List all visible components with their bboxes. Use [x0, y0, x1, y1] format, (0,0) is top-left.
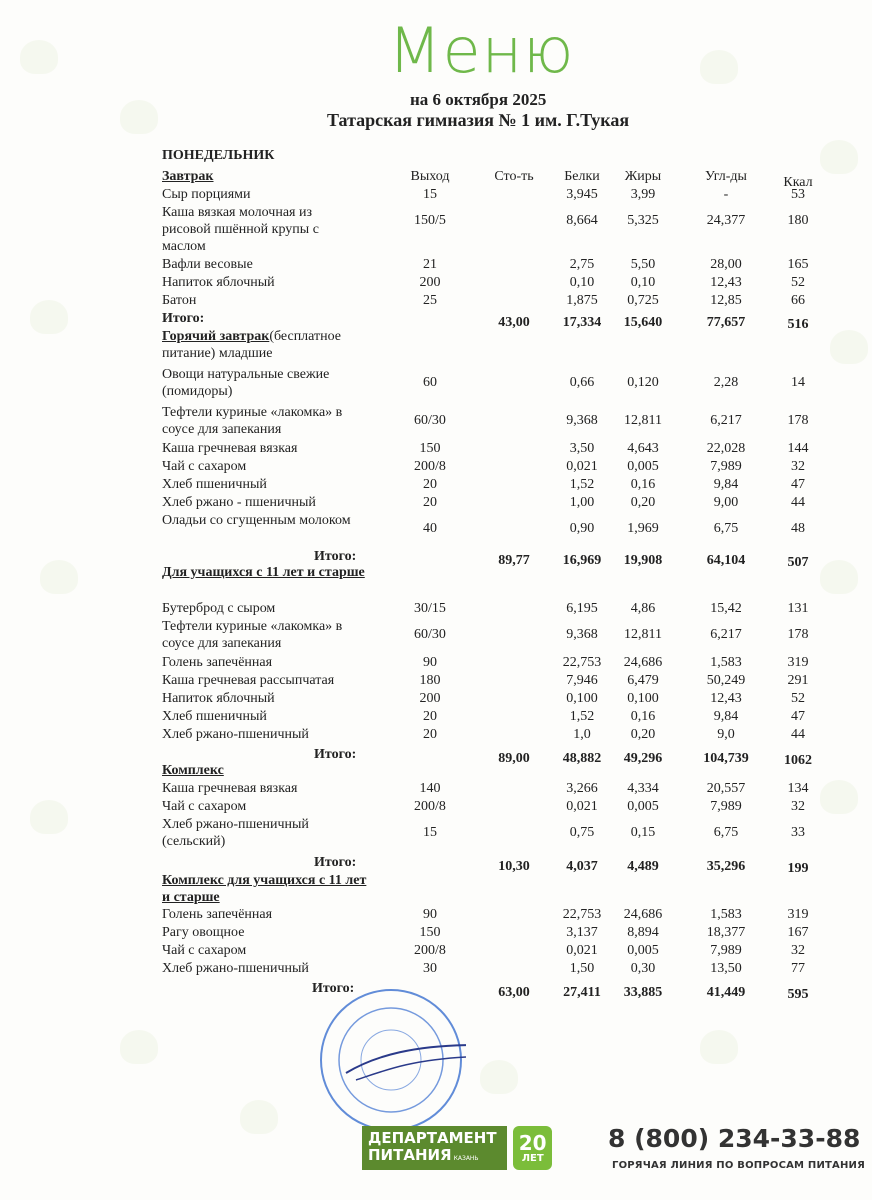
dish-fat: 4,86 — [630, 601, 656, 616]
dish-fat: 0,20 — [630, 727, 656, 742]
dish-yield: 30/15 — [414, 601, 446, 616]
total-label: Итого: — [314, 855, 357, 870]
dish-kcal: 44 — [791, 495, 805, 510]
logo-city: КАЗАНЬ — [453, 1155, 479, 1162]
total-protein: 16,969 — [562, 553, 602, 568]
dish-yield: 90 — [423, 907, 437, 922]
dish-kcal: 47 — [791, 709, 805, 724]
dish-carbs: 12,43 — [710, 275, 742, 290]
dish-protein: 7,946 — [566, 673, 598, 688]
dish-carbs: 13,50 — [710, 961, 742, 976]
dish-name: Хлеб ржано-пшеничный — [162, 727, 309, 742]
dish-protein: 8,664 — [566, 213, 598, 228]
dish-fat: 5,325 — [627, 213, 659, 228]
total-cost: 63,00 — [498, 985, 530, 1000]
dish-fat: 1,969 — [627, 521, 659, 536]
total-carbs: 77,657 — [706, 315, 746, 330]
dish-fat: 0,005 — [627, 459, 659, 474]
dish-kcal: 32 — [791, 459, 805, 474]
dish-carbs: 9,84 — [713, 477, 739, 492]
hotline-phone: 8 (800) 234-33-88 — [608, 1124, 861, 1153]
dish-fat: 12,811 — [624, 627, 662, 642]
dish-yield: 200 — [419, 275, 441, 290]
dish-yield: 20 — [423, 727, 437, 742]
dish-name: Чай с сахаром — [162, 799, 247, 814]
logo-line-2: ПИТАНИЯ — [368, 1146, 452, 1164]
dish-protein: 3,50 — [569, 441, 595, 456]
dish-protein: 9,368 — [566, 413, 598, 428]
total-carbs: 64,104 — [706, 553, 746, 568]
total-kcal: 1062 — [784, 753, 812, 768]
dish-fat: 24,686 — [623, 655, 663, 670]
dish-fat: 0,20 — [630, 495, 656, 510]
dish-carbs: 6,217 — [710, 413, 742, 428]
dish-protein: 0,021 — [566, 943, 598, 958]
dish-yield: 90 — [423, 655, 437, 670]
dish-yield: 60/30 — [414, 627, 446, 642]
dish-name: Каша гречневая рассыпчатая — [162, 673, 335, 688]
total-carbs: 41,449 — [706, 985, 746, 1000]
dish-kcal: 47 — [791, 477, 805, 492]
dish-name: Каша гречневая вязкая — [162, 781, 298, 796]
dish-yield: 60/30 — [414, 413, 446, 428]
total-protein: 48,882 — [562, 751, 602, 766]
dish-carbs: 6,75 — [713, 825, 739, 840]
department-logo — [362, 1126, 552, 1170]
dish-protein: 3,945 — [566, 187, 598, 202]
total-protein: 17,334 — [562, 315, 602, 330]
dish-kcal: 44 — [791, 727, 805, 742]
dish-yield: 21 — [423, 257, 437, 272]
total-carbs: 104,739 — [703, 751, 749, 766]
total-fat: 15,640 — [623, 315, 663, 330]
dish-yield: 20 — [423, 477, 437, 492]
dish-kcal: 180 — [787, 213, 809, 228]
dish-name: Голень запечённая — [162, 655, 273, 670]
dish-protein: 0,90 — [569, 521, 595, 536]
dish-fat: 0,005 — [627, 799, 659, 814]
dish-carbs: 7,989 — [710, 459, 742, 474]
total-cost: 43,00 — [498, 315, 530, 330]
dish-kcal: 52 — [791, 275, 805, 290]
anniversary-label: ЛЕТ — [521, 1152, 544, 1164]
dish-name: Сыр порциями — [162, 187, 251, 202]
column-carbs: Угл-ды — [705, 169, 747, 184]
column-protein: Белки — [564, 169, 600, 184]
dish-name: Чай с сахаром — [162, 943, 247, 958]
dish-yield: 150 — [419, 441, 441, 456]
dish-kcal: 48 — [791, 521, 805, 536]
total-cost: 89,00 — [498, 751, 530, 766]
dish-name: Овощи натуральные свежие (помидоры) — [162, 367, 330, 399]
dish-kcal: 14 — [791, 375, 805, 390]
dish-kcal: 53 — [791, 187, 805, 202]
dish-name: Рагу овощное — [162, 925, 245, 940]
dish-carbs: 12,43 — [710, 691, 742, 706]
dish-carbs: 9,84 — [713, 709, 739, 724]
section-title-complex_older — [162, 872, 372, 906]
dish-protein: 22,753 — [562, 655, 602, 670]
day-label: ПОНЕДЕЛЬНИК — [162, 148, 275, 163]
dish-name: Хлеб пшеничный — [162, 477, 267, 492]
dish-yield: 30 — [423, 961, 437, 976]
dish-name: Чай с сахаром — [162, 459, 247, 474]
dish-fat: 4,643 — [627, 441, 659, 456]
dish-protein: 22,753 — [562, 907, 602, 922]
dish-protein: 0,75 — [569, 825, 595, 840]
section-title-hot_breakfast — [162, 328, 372, 362]
dish-protein: 1,52 — [569, 477, 595, 492]
dish-carbs: 22,028 — [706, 441, 746, 456]
dish-kcal: 178 — [787, 413, 809, 428]
menu-title: Меню — [388, 14, 575, 87]
total-label: Итого: — [162, 311, 205, 326]
anniversary-number: 20 — [518, 1130, 547, 1155]
total-label: Итого: — [314, 747, 357, 762]
total-fat: 33,885 — [623, 985, 663, 1000]
logo-line-1: ДЕПАРТАМЕНТ — [368, 1129, 497, 1147]
dish-carbs: 15,42 — [710, 601, 742, 616]
dish-name: Тефтели куриные «лакомка» в соусе для запекания — [162, 405, 343, 437]
dish-protein: 0,100 — [566, 691, 598, 706]
dish-carbs: 12,85 — [710, 293, 742, 308]
dish-yield: 140 — [419, 781, 441, 796]
dish-name: Хлеб ржано-пшеничный (сельский) — [162, 817, 309, 849]
dish-carbs: 18,377 — [706, 925, 746, 940]
dish-carbs: 6,75 — [713, 521, 739, 536]
school-stamp — [316, 985, 466, 1135]
hotline-caption: ГОРЯЧАЯ ЛИНИЯ ПО ВОПРОСАМ ПИТАНИЯ — [612, 1160, 866, 1171]
dish-fat: 0,725 — [627, 293, 659, 308]
dish-carbs: 2,28 — [713, 375, 739, 390]
dish-name: Вафли весовые — [162, 257, 253, 272]
total-fat: 4,489 — [627, 859, 659, 874]
dish-yield: 15 — [423, 825, 437, 840]
dish-protein: 0,021 — [566, 459, 598, 474]
dish-fat: 0,005 — [627, 943, 659, 958]
section-title-text: Комплекс для учащихся с 11 лет и старше — [162, 873, 367, 905]
dish-fat: 0,15 — [630, 825, 656, 840]
dish-fat: 4,334 — [627, 781, 659, 796]
dish-yield: 40 — [423, 521, 437, 536]
total-cost: 10,30 — [498, 859, 530, 874]
dish-kcal: 319 — [787, 907, 809, 922]
dish-carbs: 50,249 — [706, 673, 746, 688]
total-label: Итого: — [312, 981, 355, 996]
section-title-breakfast: Завтрак — [162, 169, 214, 184]
dish-kcal: 134 — [787, 781, 809, 796]
dish-name: Бутерброд с сыром — [162, 601, 276, 616]
section-title-complex — [162, 762, 372, 779]
dish-fat: 12,811 — [624, 413, 662, 428]
dish-kcal: 33 — [791, 825, 805, 840]
dish-fat: 0,16 — [630, 709, 656, 724]
dish-name: Каша вязкая молочная из рисовой пшённой крупы с маслом — [162, 205, 319, 254]
dish-protein: 6,195 — [566, 601, 598, 616]
dish-carbs: - — [723, 187, 729, 202]
dish-carbs: 24,377 — [706, 213, 746, 228]
dish-protein: 0,66 — [569, 375, 595, 390]
dish-kcal: 52 — [791, 691, 805, 706]
dish-carbs: 28,00 — [710, 257, 742, 272]
total-carbs: 35,296 — [706, 859, 746, 874]
dish-protein: 1,0 — [573, 727, 591, 742]
total-fat: 19,908 — [623, 553, 663, 568]
logo-text-box — [362, 1126, 507, 1170]
dish-kcal: 178 — [787, 627, 809, 642]
section-title-text: Горячий завтрак — [162, 329, 270, 344]
column-cost: Сто-ть — [494, 169, 534, 184]
dish-kcal: 291 — [787, 673, 809, 688]
dish-yield: 150/5 — [414, 213, 446, 228]
dish-yield: 60 — [423, 375, 437, 390]
total-kcal: 595 — [787, 987, 809, 1002]
dish-kcal: 319 — [787, 655, 809, 670]
dish-yield: 200 — [419, 691, 441, 706]
dish-name: Голень запечённая — [162, 907, 273, 922]
dish-fat: 0,30 — [630, 961, 656, 976]
dish-protein: 1,52 — [569, 709, 595, 724]
column-fat: Жиры — [624, 169, 662, 184]
column-yield: Выход — [410, 169, 450, 184]
total-label: Итого: — [314, 549, 357, 564]
dish-protein: 2,75 — [569, 257, 595, 272]
total-kcal: 199 — [787, 861, 809, 876]
dish-carbs: 7,989 — [710, 943, 742, 958]
dish-name: Хлеб ржано - пшеничный — [162, 495, 316, 510]
dish-name: Каша гречневая вязкая — [162, 441, 298, 456]
dish-kcal: 167 — [787, 925, 809, 940]
dish-name: Оладьи со сгущенным молоком — [162, 513, 351, 528]
total-kcal: 516 — [787, 317, 809, 332]
dish-name: Напиток яблочный — [162, 275, 275, 290]
dish-protein: 3,137 — [566, 925, 598, 940]
total-cost: 89,77 — [498, 553, 530, 568]
section-title-older — [162, 564, 372, 581]
dish-carbs: 1,583 — [710, 907, 742, 922]
dish-carbs: 1,583 — [710, 655, 742, 670]
dish-yield: 15 — [423, 187, 437, 202]
section-title-text: Для учащихся с 11 лет и старше — [162, 565, 365, 580]
dish-kcal: 77 — [791, 961, 805, 976]
dish-fat: 8,894 — [627, 925, 659, 940]
dish-protein: 1,00 — [569, 495, 595, 510]
dish-carbs: 20,557 — [706, 781, 746, 796]
dish-yield: 200/8 — [414, 943, 446, 958]
dish-yield: 150 — [419, 925, 441, 940]
section-title-text: Комплекс — [162, 763, 224, 778]
total-kcal: 507 — [787, 555, 809, 570]
dish-yield: 200/8 — [414, 799, 446, 814]
column-kcal: Ккал — [783, 175, 813, 190]
total-fat: 49,296 — [623, 751, 663, 766]
section-subtitle: (бесплатное питание) младшие — [162, 329, 342, 361]
dish-protein: 1,875 — [566, 293, 598, 308]
total-protein: 4,037 — [566, 859, 598, 874]
dish-name: Хлеб ржано-пшеничный — [162, 961, 309, 976]
dish-fat: 0,100 — [627, 691, 659, 706]
dish-fat: 5,50 — [630, 257, 656, 272]
dish-name: Батон — [162, 293, 197, 308]
dish-kcal: 131 — [787, 601, 809, 616]
dish-kcal: 165 — [787, 257, 809, 272]
dish-carbs: 9,0 — [717, 727, 735, 742]
dish-name: Хлеб пшеничный — [162, 709, 267, 724]
dish-fat: 0,120 — [627, 375, 659, 390]
dish-protein: 0,10 — [569, 275, 595, 290]
dish-protein: 0,021 — [566, 799, 598, 814]
dish-fat: 0,10 — [630, 275, 656, 290]
total-protein: 27,411 — [563, 985, 601, 1000]
dish-fat: 0,16 — [630, 477, 656, 492]
dish-yield: 20 — [423, 495, 437, 510]
dish-protein: 1,50 — [569, 961, 595, 976]
dish-yield: 20 — [423, 709, 437, 724]
dish-kcal: 144 — [787, 441, 809, 456]
dish-fat: 24,686 — [623, 907, 663, 922]
school-name: Татарская гимназия № 1 им. Г.Тукая — [327, 110, 630, 130]
dish-fat: 3,99 — [630, 187, 656, 202]
dish-carbs: 9,00 — [713, 495, 739, 510]
dish-protein: 9,368 — [566, 627, 598, 642]
dish-name: Тефтели куриные «лакомка» в соусе для запекания — [162, 619, 343, 651]
dish-yield: 180 — [419, 673, 441, 688]
dish-yield: 25 — [423, 293, 437, 308]
dish-kcal: 32 — [791, 799, 805, 814]
anniversary-badge — [513, 1126, 552, 1170]
dish-protein: 3,266 — [566, 781, 598, 796]
dish-fat: 6,479 — [627, 673, 659, 688]
dish-kcal: 32 — [791, 943, 805, 958]
dish-carbs: 6,217 — [710, 627, 742, 642]
dish-name: Напиток яблочный — [162, 691, 275, 706]
dish-carbs: 7,989 — [710, 799, 742, 814]
dish-kcal: 66 — [791, 293, 805, 308]
dish-yield: 200/8 — [414, 459, 446, 474]
